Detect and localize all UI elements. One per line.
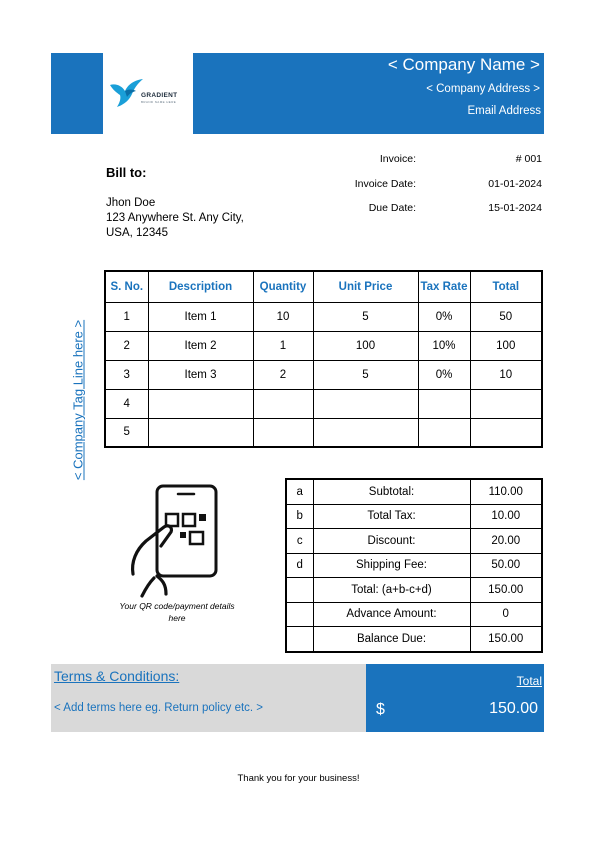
cell-total — [470, 418, 542, 447]
summary-value: 150.00 — [470, 578, 542, 603]
summary-value: 50.00 — [470, 553, 542, 578]
invoice-date-label: Invoice Date: — [354, 178, 416, 190]
summary-key: d — [286, 553, 313, 578]
grand-total-amount: 150.00 — [489, 700, 538, 717]
summary-row — [286, 553, 542, 578]
due-date-value: 15-01-2024 — [488, 202, 542, 214]
table-row — [105, 302, 542, 331]
col-header-tax-rate: Tax Rate — [418, 271, 470, 302]
invoice-date-value: 01-01-2024 — [488, 178, 542, 190]
cell-quantity — [253, 389, 313, 418]
thank-you-note: Thank you for your business! — [237, 773, 360, 784]
cell-quantity: 1 — [253, 331, 313, 360]
summary-key: a — [286, 479, 313, 504]
company-address: < Company Address > — [426, 83, 540, 95]
summary-value: 150.00 — [470, 627, 542, 652]
cell-quantity: 10 — [253, 302, 313, 331]
cell-tax-rate: 10% — [418, 331, 470, 360]
table-row — [105, 360, 542, 389]
cell-tax-rate: 0% — [418, 360, 470, 389]
qr-caption: Your QR code/payment details here — [119, 601, 235, 623]
bill-to-label: Bill to: — [106, 165, 147, 180]
terms-title: Terms & Conditions: — [54, 668, 180, 684]
bill-to-address-line1: 123 Anywhere St. Any City, — [106, 212, 244, 224]
col-header-quantity: Quantity — [253, 271, 313, 302]
summary-key — [286, 602, 313, 627]
cell-description — [148, 389, 253, 418]
bill-to-name: Jhon Doe — [106, 197, 156, 209]
summary-row — [286, 504, 542, 529]
cell-description: Item 3 — [148, 360, 253, 389]
summary-key: c — [286, 529, 313, 554]
logo-text: GRADIENT — [141, 92, 178, 99]
summary-key — [286, 627, 313, 652]
summary-label: Total: (a+b-c+d) — [313, 578, 470, 603]
cell-description — [148, 418, 253, 447]
grand-total-box — [366, 664, 544, 732]
terms-text: < Add terms here eg. Return policy etc. > — [54, 702, 264, 714]
summary-row — [286, 529, 542, 554]
bird-logo-icon — [108, 77, 144, 109]
summary-key — [286, 578, 313, 603]
items-table — [104, 270, 543, 448]
header-left-band — [51, 53, 103, 134]
header-company-block — [193, 53, 544, 134]
cell-tax-rate — [418, 418, 470, 447]
cell-sno: 5 — [105, 418, 148, 447]
company-logo — [103, 53, 193, 134]
cell-unit-price — [313, 418, 418, 447]
summary-value: 20.00 — [470, 529, 542, 554]
items-header-row — [105, 271, 542, 302]
cell-description: Item 1 — [148, 302, 253, 331]
summary-label: Balance Due: — [313, 627, 470, 652]
cell-unit-price — [313, 389, 418, 418]
cell-tax-rate — [418, 389, 470, 418]
cell-total: 100 — [470, 331, 542, 360]
due-date-label: Due Date: — [368, 202, 416, 214]
summary-table — [285, 478, 543, 653]
cell-quantity: 2 — [253, 360, 313, 389]
col-header-sno: S. No. — [105, 271, 148, 302]
table-row — [105, 389, 542, 418]
cell-unit-price: 5 — [313, 302, 418, 331]
summary-row — [286, 578, 542, 603]
cell-quantity — [253, 418, 313, 447]
summary-value: 10.00 — [470, 504, 542, 529]
cell-total — [470, 389, 542, 418]
cell-sno: 1 — [105, 302, 148, 331]
cell-sno: 4 — [105, 389, 148, 418]
summary-row — [286, 602, 542, 627]
summary-value: 0 — [470, 602, 542, 627]
summary-label: Subtotal: — [313, 479, 470, 504]
phone-qr-hand-icon — [128, 484, 224, 598]
invoice-number-value: # 001 — [515, 153, 542, 165]
cell-total: 50 — [470, 302, 542, 331]
cell-sno: 3 — [105, 360, 148, 389]
summary-label: Discount: — [313, 529, 470, 554]
cell-sno: 2 — [105, 331, 148, 360]
grand-total-label: Total — [516, 674, 542, 688]
summary-key: b — [286, 504, 313, 529]
cell-unit-price: 5 — [313, 360, 418, 389]
summary-label: Advance Amount: — [313, 602, 470, 627]
cell-unit-price: 100 — [313, 331, 418, 360]
logo-subtext: BRAND NAME HERE — [141, 100, 177, 104]
summary-row — [286, 627, 542, 652]
terms-section — [51, 664, 366, 732]
cell-total: 10 — [470, 360, 542, 389]
table-row — [105, 331, 542, 360]
summary-row — [286, 479, 542, 504]
col-header-unit-price: Unit Price — [313, 271, 418, 302]
company-name: < Company Name > — [387, 55, 540, 74]
col-header-total: Total — [470, 271, 542, 302]
table-row — [105, 418, 542, 447]
cell-description: Item 2 — [148, 331, 253, 360]
invoice-number-label: Invoice: — [379, 153, 416, 165]
bill-to-address-line2: USA, 12345 — [106, 227, 169, 239]
summary-label: Total Tax: — [313, 504, 470, 529]
col-header-description: Description — [148, 271, 253, 302]
company-tagline: < Company Tag Line here > — [70, 319, 86, 481]
company-email: Email Address — [467, 105, 541, 117]
currency-symbol: $ — [376, 701, 385, 718]
summary-value: 110.00 — [470, 479, 542, 504]
cell-tax-rate: 0% — [418, 302, 470, 331]
summary-label: Shipping Fee: — [313, 553, 470, 578]
